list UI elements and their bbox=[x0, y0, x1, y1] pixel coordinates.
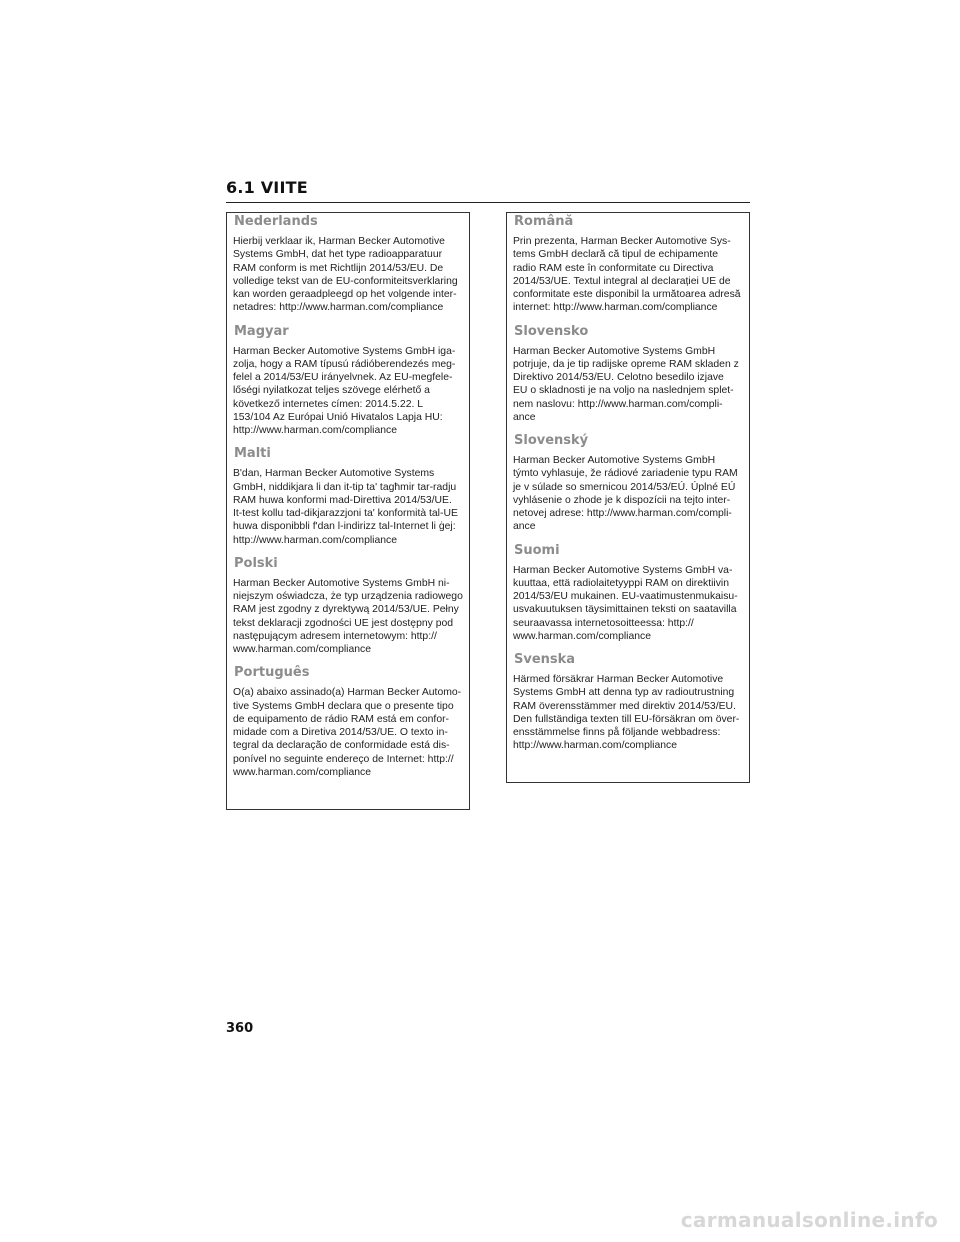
language-text: O(a) abaixo assinado(a) Harman Becker Automo- tive Systems GmbH declara que o presente tipo de equipamento de rádio RAM está em confor- midade com a Diretiva 2014/53/UE. O texto in- tegral da declaração de conformidade está dis- ponível no seguinte endereço de Internet: http:// www.harman.com/compliance bbox=[233, 687, 462, 778]
language-heading: Română bbox=[514, 214, 574, 229]
language-block-suomi bbox=[513, 542, 743, 644]
language-block-polski bbox=[233, 555, 463, 657]
language-heading: Svenska bbox=[514, 652, 576, 667]
language-block-magyar bbox=[233, 323, 463, 438]
language-block-svenska bbox=[513, 651, 743, 753]
language-heading: Português bbox=[234, 665, 310, 681]
language-block-slovensky bbox=[513, 432, 743, 534]
declaration-box-left bbox=[226, 212, 470, 810]
language-block-slovensko bbox=[513, 323, 743, 425]
section-title: 6.1 VIITE bbox=[226, 178, 308, 197]
language-text: Hierbij verklaar ik, Harman Becker Automotive Systems GmbH, dat het type radioapparatuur RAM conform is met Richtlijn 2014/53/EU. De volledige tekst van de EU-conformiteitsverklaring kan worden geraadpleegd op het volgende inter- netadres: http://www.harman.com/compliance bbox=[233, 236, 458, 314]
language-heading: Polski bbox=[234, 555, 278, 571]
language-heading: Suomi bbox=[514, 542, 560, 558]
language-text: Härmed försäkrar Harman Becker Automotive Systems GmbH att denna typ av radioutrustning RAM överensstämmer med direktiv 2014/53/EU. Den fullständiga texten till EU-försäkran om över- ensstämmelse finns på följande webbadress: http://www.harman.com/compliance bbox=[513, 674, 740, 752]
language-heading: Malti bbox=[234, 446, 271, 462]
language-heading: Slovensko bbox=[514, 323, 589, 339]
language-heading: Magyar bbox=[234, 323, 289, 339]
watermark: carmanualsonline.info bbox=[680, 1208, 938, 1232]
language-block-nederlands bbox=[233, 213, 463, 315]
language-heading: Nederlands bbox=[234, 214, 318, 229]
language-text: Harman Becker Automotive Systems GmbH iga- zolja, hogy a RAM típusú rádióberendezés meg- felel a 2014/53/EU irányelvnek. Az EU-megfele- lőségi nyilatkozat teljes szövege elérhető a következő internetes címen: 2014.5.22. L 153/104 Az Európai Unió Hivatalos Lapja HU: http://www.harman.com/compliance bbox=[233, 345, 456, 436]
declaration-box-right bbox=[506, 212, 750, 783]
language-text: Harman Becker Automotive Systems GmbH ni- niejszym oświadcza, że typ urządzenia radiowego RAM jest zgodny z dyrektywą 2014/53/UE. Pełny tekst deklaracji zgodności UE jest dostępny pod następującym adresem internetowym: http:// www.harman.com/compliance bbox=[233, 577, 463, 655]
language-text: B'dan, Harman Becker Automotive Systems GmbH, niddikjara li dan it-tip ta' tagħmir tar-radju RAM huwa konformi mad-Direttiva 2014/53/UE. It-test kollu tad-dikjarazzjoni ta' konformità tal-UE huwa disponibbli f'dan l-indirizz tal-Internet li ġej: http://www.harman.com/compliance bbox=[233, 468, 458, 546]
language-text: Prin prezenta, Harman Becker Automotive Sys- tems GmbH declară că tipul de echipamente radio RAM este în conformitate cu Directiva 2014/53/UE. Textul integral al declarației UE de conformitate este disponibil la următoarea adresă internet: http://www.harman.com/compliance bbox=[513, 236, 741, 314]
language-text: Harman Becker Automotive Systems GmbH týmto vyhlasuje, že rádiové zariadenie typu RAM je v súlade so smernicou 2014/53/EÚ. Úplné EÚ vyhlásenie o zhode je k dispozícii na tejto inter- netovej adrese: http://www.harman.com/compli- ance bbox=[513, 455, 738, 533]
language-text: Harman Becker Automotive Systems GmbH potrjuje, da je tip radijske opreme RAM skladen z Direktivo 2014/53/EU. Celotno besedilo izjave EU o skladnosti je na voljo na naslednjem splet- nem naslovu: http://www.harman.com/compli- ance bbox=[513, 345, 739, 423]
language-block-portugues bbox=[233, 664, 463, 779]
language-text: Harman Becker Automotive Systems GmbH va- kuuttaa, että radiolaitetyyppi RAM on direktiivin 2014/53/EU mukainen. EU-vaatimustenmukaisu- usvakuutuksen täysimittainen teksti on saatavilla seuraavassa internetosoitteessa: http:// www.harman.com/compliance bbox=[513, 564, 738, 642]
page-number: 360 bbox=[226, 1021, 254, 1036]
language-block-malti bbox=[233, 445, 463, 547]
language-block-romana bbox=[513, 213, 743, 315]
language-heading: Slovenský bbox=[514, 433, 589, 448]
section-header bbox=[226, 178, 750, 203]
